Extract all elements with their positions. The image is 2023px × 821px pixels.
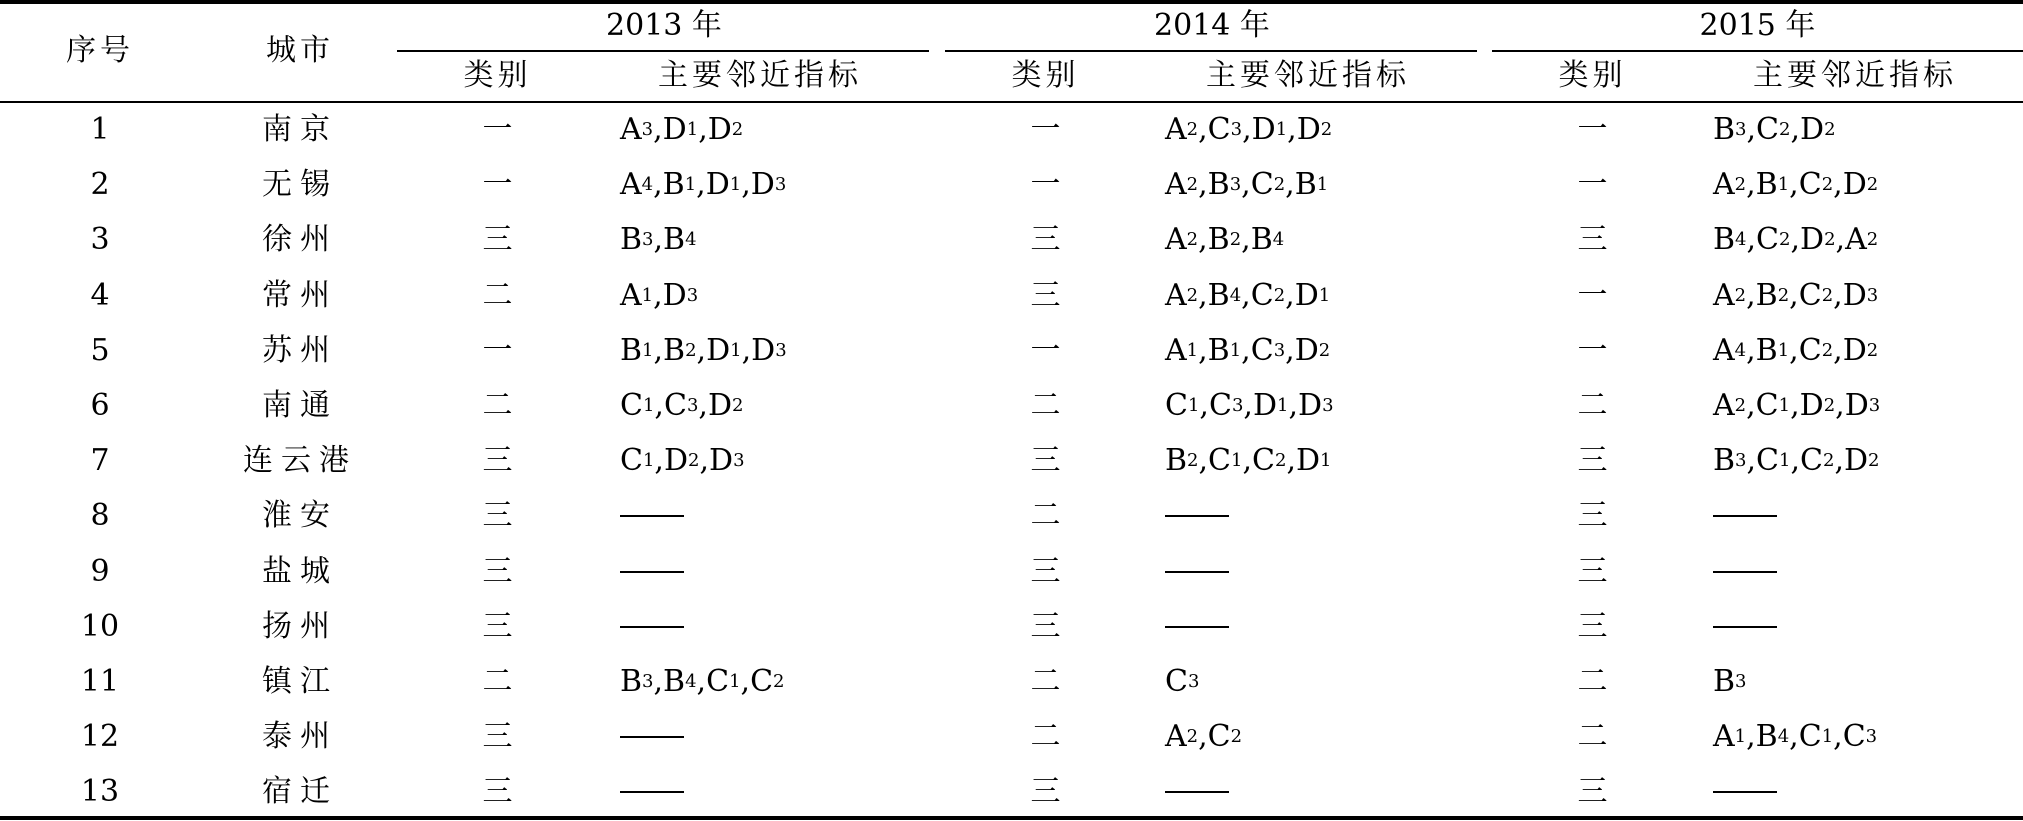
row-seq: 12	[80, 719, 120, 755]
row-2014-indicators	[1165, 604, 1465, 650]
row-2015-indicators: B 3 ,C 2 ,D 2	[1713, 112, 1836, 147]
row-2013-indicators	[620, 493, 920, 539]
header-rule	[0, 101, 2023, 103]
row-city: 南通	[262, 388, 338, 423]
row-2015-indicators: B 3	[1713, 664, 1747, 699]
row-2013-category: 三	[482, 443, 513, 479]
row-city: 淮安	[262, 498, 338, 534]
row-2014-category: 三	[1030, 553, 1061, 589]
row-2014-indicators: A 2 ,B 3 ,C 2 ,B 1	[1165, 167, 1329, 203]
row-2014-category: 三	[1030, 608, 1061, 644]
row-seq: 4	[90, 277, 110, 313]
header-city: 城市	[266, 33, 334, 68]
row-2013-category: 三	[482, 719, 513, 755]
row-2013-category: 二	[482, 277, 513, 313]
row-2015-indicators: B 3 ,C 1 ,C 2 ,D 2	[1713, 443, 1880, 479]
row-seq: 3	[90, 222, 110, 258]
row-2015-indicators	[1713, 769, 2013, 815]
header-category-2015: 类别	[1558, 58, 1627, 93]
row-2014-indicators	[1165, 549, 1465, 595]
empty-dash	[620, 571, 684, 573]
header-year-2013: 2013 年	[606, 8, 722, 43]
row-2015-category: 一	[1577, 277, 1608, 313]
row-2013-category: 三	[482, 774, 513, 810]
row-2014-indicators: C 3	[1165, 664, 1200, 699]
table-top-rule	[0, 0, 2023, 4]
row-2014-indicators: B 2 ,C 1 ,C 2 ,D 1	[1165, 443, 1332, 479]
row-2014-indicators: A 2 ,B 4 ,C 2 ,D 1	[1165, 277, 1331, 313]
row-city: 徐州	[262, 222, 338, 258]
row-2013-indicators: C 1 ,C 3 ,D 2	[620, 388, 744, 423]
row-seq: 7	[90, 443, 110, 479]
year-2013-rule	[397, 50, 929, 52]
row-2013-category: 一	[482, 332, 513, 368]
row-city: 盐城	[262, 553, 338, 589]
row-2013-indicators: A 4 ,B 1 ,D 1 ,D 3	[620, 167, 787, 203]
row-seq: 2	[90, 167, 110, 203]
header-indicators-2015: 主要邻近指标	[1753, 58, 1957, 93]
header-indicators-2014: 主要邻近指标	[1206, 58, 1410, 93]
empty-dash	[620, 626, 684, 628]
header-category-2013: 类别	[463, 58, 532, 93]
row-2015-category: 三	[1577, 608, 1608, 644]
header-year-2014: 2014 年	[1154, 8, 1270, 43]
row-2013-category: 二	[482, 388, 513, 423]
row-seq: 5	[90, 332, 110, 368]
row-2013-category: 二	[482, 664, 513, 699]
empty-dash	[1165, 791, 1229, 793]
row-2013-indicators: B 3 ,B 4 ,C 1 ,C 2	[620, 664, 785, 699]
row-2014-indicators: A 2 ,B 2 ,B 4	[1165, 222, 1285, 258]
empty-dash	[620, 736, 684, 738]
row-2015-category: 三	[1577, 774, 1608, 810]
row-2014-category: 三	[1030, 443, 1061, 479]
row-2015-category: 三	[1577, 553, 1608, 589]
row-2015-indicators: B 4 ,C 2 ,D 2 ,A 2	[1713, 222, 1879, 258]
row-2014-category: 二	[1030, 498, 1061, 534]
empty-dash	[620, 791, 684, 793]
header-category-2014: 类别	[1011, 58, 1080, 93]
row-2013-indicators: A 3 ,D 1 ,D 2	[620, 112, 744, 147]
row-2013-category: 一	[482, 112, 513, 147]
row-2014-category: 二	[1030, 664, 1061, 699]
row-2013-indicators	[620, 769, 920, 815]
row-2014-category: 一	[1030, 167, 1061, 203]
row-2013-category: 三	[482, 608, 513, 644]
empty-dash	[1165, 626, 1229, 628]
row-2014-category: 一	[1030, 112, 1061, 147]
year-2014-rule	[945, 50, 1477, 52]
row-2013-category: 三	[482, 222, 513, 258]
row-2015-indicators	[1713, 493, 2013, 539]
row-seq: 10	[80, 608, 120, 644]
empty-dash	[1713, 626, 1777, 628]
row-city: 常州	[262, 277, 338, 313]
row-2015-indicators: A 2 ,B 1 ,C 2 ,D 2	[1713, 167, 1879, 203]
row-city: 连云港	[243, 443, 357, 479]
row-2015-indicators: A 2 ,B 2 ,C 2 ,D 3	[1713, 277, 1879, 313]
row-2015-category: 一	[1577, 332, 1608, 368]
row-seq: 8	[90, 498, 110, 534]
row-2013-indicators	[620, 714, 920, 760]
row-2014-indicators: A 2 ,C 3 ,D 1 ,D 2	[1165, 112, 1333, 147]
row-2014-category: 三	[1030, 277, 1061, 313]
row-2015-indicators	[1713, 549, 2013, 595]
row-2015-category: 一	[1577, 167, 1608, 203]
row-2014-indicators: A 2 ,C 2	[1165, 719, 1243, 755]
row-seq: 9	[90, 553, 110, 589]
row-city: 苏州	[262, 332, 338, 368]
row-2013-indicators: B 3 ,B 4	[620, 222, 697, 258]
row-2015-category: 二	[1577, 719, 1608, 755]
row-2015-indicators	[1713, 604, 2013, 650]
row-city: 南京	[262, 112, 338, 147]
row-2015-indicators: A 2 ,C 1 ,D 2 ,D 3	[1713, 388, 1881, 423]
row-2014-indicators: C 1 ,C 3 ,D 1 ,D 3	[1165, 388, 1334, 423]
header-year-2015: 2015 年	[1699, 8, 1816, 43]
row-city: 宿迁	[262, 774, 338, 810]
empty-dash	[620, 515, 684, 517]
row-seq: 1	[90, 112, 110, 147]
row-city: 镇江	[262, 664, 338, 699]
row-2014-category: 三	[1030, 774, 1061, 810]
row-2014-indicators	[1165, 493, 1465, 539]
row-seq: 13	[80, 774, 120, 810]
row-2014-category: 一	[1030, 332, 1061, 368]
row-2013-category: 一	[482, 167, 513, 203]
row-2015-category: 二	[1577, 388, 1608, 423]
row-2015-indicators: A 4 ,B 1 ,C 2 ,D 2	[1713, 332, 1879, 368]
empty-dash	[1713, 571, 1777, 573]
year-2015-rule	[1492, 50, 2023, 52]
empty-dash	[1713, 791, 1777, 793]
row-2015-category: 一	[1577, 112, 1608, 147]
empty-dash	[1165, 515, 1229, 517]
row-2013-indicators	[620, 604, 920, 650]
row-2013-category: 三	[482, 553, 513, 589]
row-2014-category: 二	[1030, 719, 1061, 755]
table-bottom-rule	[0, 816, 2023, 820]
row-2015-indicators: A 1 ,B 4 ,C 1 ,C 3	[1713, 719, 1878, 755]
row-seq: 11	[80, 664, 120, 699]
header-indicators-2013: 主要邻近指标	[658, 58, 862, 93]
row-2013-indicators: C 1 ,D 2 ,D 3	[620, 443, 745, 479]
empty-dash	[1713, 515, 1777, 517]
row-2014-indicators: A 1 ,B 1 ,C 3 ,D 2	[1165, 332, 1331, 368]
row-2015-category: 三	[1577, 443, 1608, 479]
header-seq: 序号	[66, 33, 134, 68]
row-2015-category: 二	[1577, 664, 1608, 699]
row-city: 泰州	[262, 719, 338, 755]
row-seq: 6	[90, 388, 110, 423]
row-city: 扬州	[262, 608, 338, 644]
row-city: 无锡	[262, 167, 338, 203]
row-2013-indicators: B 1 ,B 2 ,D 1 ,D 3	[620, 332, 787, 368]
row-2013-category: 三	[482, 498, 513, 534]
row-2013-indicators	[620, 549, 920, 595]
row-2014-indicators	[1165, 769, 1465, 815]
row-2014-category: 三	[1030, 222, 1061, 258]
empty-dash	[1165, 571, 1229, 573]
row-2014-category: 二	[1030, 388, 1061, 423]
row-2015-category: 三	[1577, 498, 1608, 534]
row-2015-category: 三	[1577, 222, 1608, 258]
row-2013-indicators: A 1 ,D 3	[620, 277, 699, 313]
